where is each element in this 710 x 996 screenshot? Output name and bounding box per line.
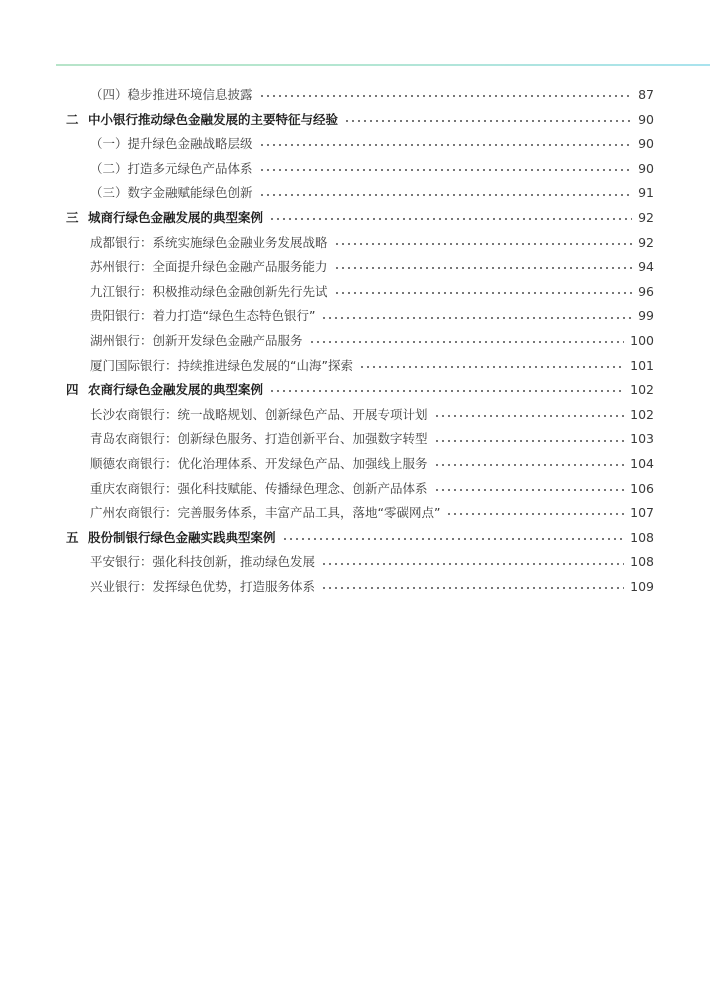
- toc-page-number: 103: [630, 431, 654, 447]
- toc-section-entry[interactable]: [56, 501, 654, 526]
- toc-chapter-number: 四: [66, 382, 79, 398]
- toc-page-number: 92: [638, 234, 654, 250]
- toc-page-number: 90: [638, 111, 654, 127]
- dot-leader: [359, 366, 624, 368]
- dot-leader: [334, 243, 632, 245]
- toc-page-number: 102: [630, 382, 654, 398]
- toc-chapter-entry[interactable]: [56, 108, 654, 133]
- toc-page-number: 90: [638, 160, 654, 176]
- dot-leader: [259, 95, 632, 97]
- dot-leader: [309, 341, 625, 343]
- toc-entry-title: 中小银行推动绿色金融发展的主要特征与经验: [88, 111, 339, 127]
- toc-page-number: 102: [630, 406, 654, 422]
- toc-entry-title: 苏州银行：全面提升绿色金融产品服务能力: [90, 259, 328, 275]
- toc-entry-title: （三）数字金融赋能绿色创新: [90, 185, 253, 201]
- dot-leader: [434, 489, 625, 491]
- toc-page-number: 108: [630, 529, 654, 545]
- toc-section-entry[interactable]: [56, 304, 654, 329]
- toc-entry-title: 九江银行：积极推动绿色金融创新先行先试: [90, 283, 328, 299]
- toc-page-number: 87: [638, 87, 654, 102]
- dot-leader: [282, 538, 625, 540]
- toc-page-number: 106: [630, 480, 654, 496]
- dot-leader: [259, 144, 632, 146]
- toc-page-number: 107: [630, 505, 654, 521]
- toc-page-number: 99: [638, 308, 654, 324]
- dot-leader: [259, 194, 632, 196]
- toc-entry-title: （二）打造多元绿色产品体系: [90, 160, 253, 176]
- toc-section-entry[interactable]: [56, 329, 654, 354]
- toc-chapter-number: 三: [66, 209, 79, 225]
- toc-entry-title: 青岛农商银行：创新绿色服务、打造创新平台、加强数字转型: [90, 431, 428, 447]
- toc-section-entry[interactable]: [56, 255, 654, 280]
- dot-leader: [259, 169, 632, 171]
- toc-entry-title: 成都银行：系统实施绿色金融业务发展战略: [90, 234, 328, 250]
- toc-section-entry[interactable]: [56, 83, 654, 108]
- toc-section-entry[interactable]: [56, 231, 654, 256]
- header-divider: [56, 64, 710, 66]
- dot-leader: [321, 317, 632, 319]
- toc-section-entry[interactable]: [56, 354, 654, 379]
- dot-leader: [344, 120, 632, 122]
- toc-page-number: 91: [638, 185, 654, 201]
- toc-entry-title: 顺德农商银行：优化治理体系、开发绿色产品、加强线上服务: [90, 455, 428, 471]
- toc-section-entry[interactable]: [56, 132, 654, 157]
- toc-page-number: 108: [630, 554, 654, 570]
- dot-leader: [334, 292, 632, 294]
- toc-page-number: 104: [630, 455, 654, 471]
- toc-chapter-number: 二: [66, 111, 79, 127]
- dot-leader: [269, 390, 624, 392]
- dot-leader: [321, 563, 624, 565]
- toc-entry-title: （一）提升绿色金融战略层级: [90, 136, 253, 152]
- toc-section-entry[interactable]: [56, 280, 654, 305]
- toc-entry-title: 城商行绿色金融发展的典型案例: [88, 209, 264, 225]
- toc-chapter-entry[interactable]: [56, 526, 654, 551]
- toc-page-number: 92: [638, 209, 654, 225]
- dot-leader: [434, 440, 625, 442]
- toc-section-entry[interactable]: [56, 477, 654, 502]
- dot-leader: [434, 464, 625, 466]
- dot-leader: [434, 415, 625, 417]
- toc-chapter-entry[interactable]: [56, 378, 654, 403]
- toc-entry-title: 广州农商银行：完善服务体系，丰富产品工具，落地“零碳网点”: [90, 505, 441, 521]
- toc-entry-title: 兴业银行：发挥绿色优势，打造服务体系: [90, 578, 316, 594]
- toc-entry-title: 重庆农商银行：强化科技赋能、传播绿色理念、创新产品体系: [90, 480, 428, 496]
- toc-entry-title: 平安银行：强化科技创新，推动绿色发展: [90, 554, 316, 570]
- toc-section-entry[interactable]: [56, 427, 654, 452]
- table-of-contents: [56, 83, 654, 599]
- dot-leader: [321, 587, 624, 589]
- toc-entry-title: 股份制银行绿色金融实践典型案例: [88, 529, 276, 545]
- toc-entry-title: 湖州银行：创新开发绿色金融产品服务: [90, 332, 303, 348]
- toc-section-entry[interactable]: [56, 452, 654, 477]
- toc-entry-title: 农商行绿色金融发展的典型案例: [88, 382, 264, 398]
- toc-section-entry[interactable]: [56, 550, 654, 575]
- dot-leader: [446, 513, 624, 515]
- dot-leader: [334, 267, 632, 269]
- toc-page-number: 100: [630, 332, 654, 348]
- toc-page-number: 101: [630, 357, 654, 373]
- toc-section-entry[interactable]: [56, 157, 654, 182]
- toc-section-entry[interactable]: [56, 181, 654, 206]
- toc-entry-title: 厦门国际银行：持续推进绿色发展的“山海”探索: [90, 357, 353, 373]
- toc-section-entry[interactable]: [56, 575, 654, 600]
- toc-entry-title: 长沙农商银行：统一战略规划、创新绿色产品、开展专项计划: [90, 406, 428, 422]
- toc-section-entry[interactable]: [56, 403, 654, 428]
- toc-page-number: 94: [638, 259, 654, 275]
- toc-page-number: 90: [638, 136, 654, 152]
- toc-page-number: 109: [630, 578, 654, 594]
- toc-chapter-entry[interactable]: [56, 206, 654, 231]
- toc-chapter-number: 五: [66, 529, 79, 545]
- toc-page-number: 96: [638, 283, 654, 299]
- dot-leader: [269, 218, 632, 220]
- toc-entry-title: 贵阳银行：着力打造“绿色生态特色银行”: [90, 308, 316, 324]
- toc-entry-title: （四）稳步推进环境信息披露: [90, 87, 253, 102]
